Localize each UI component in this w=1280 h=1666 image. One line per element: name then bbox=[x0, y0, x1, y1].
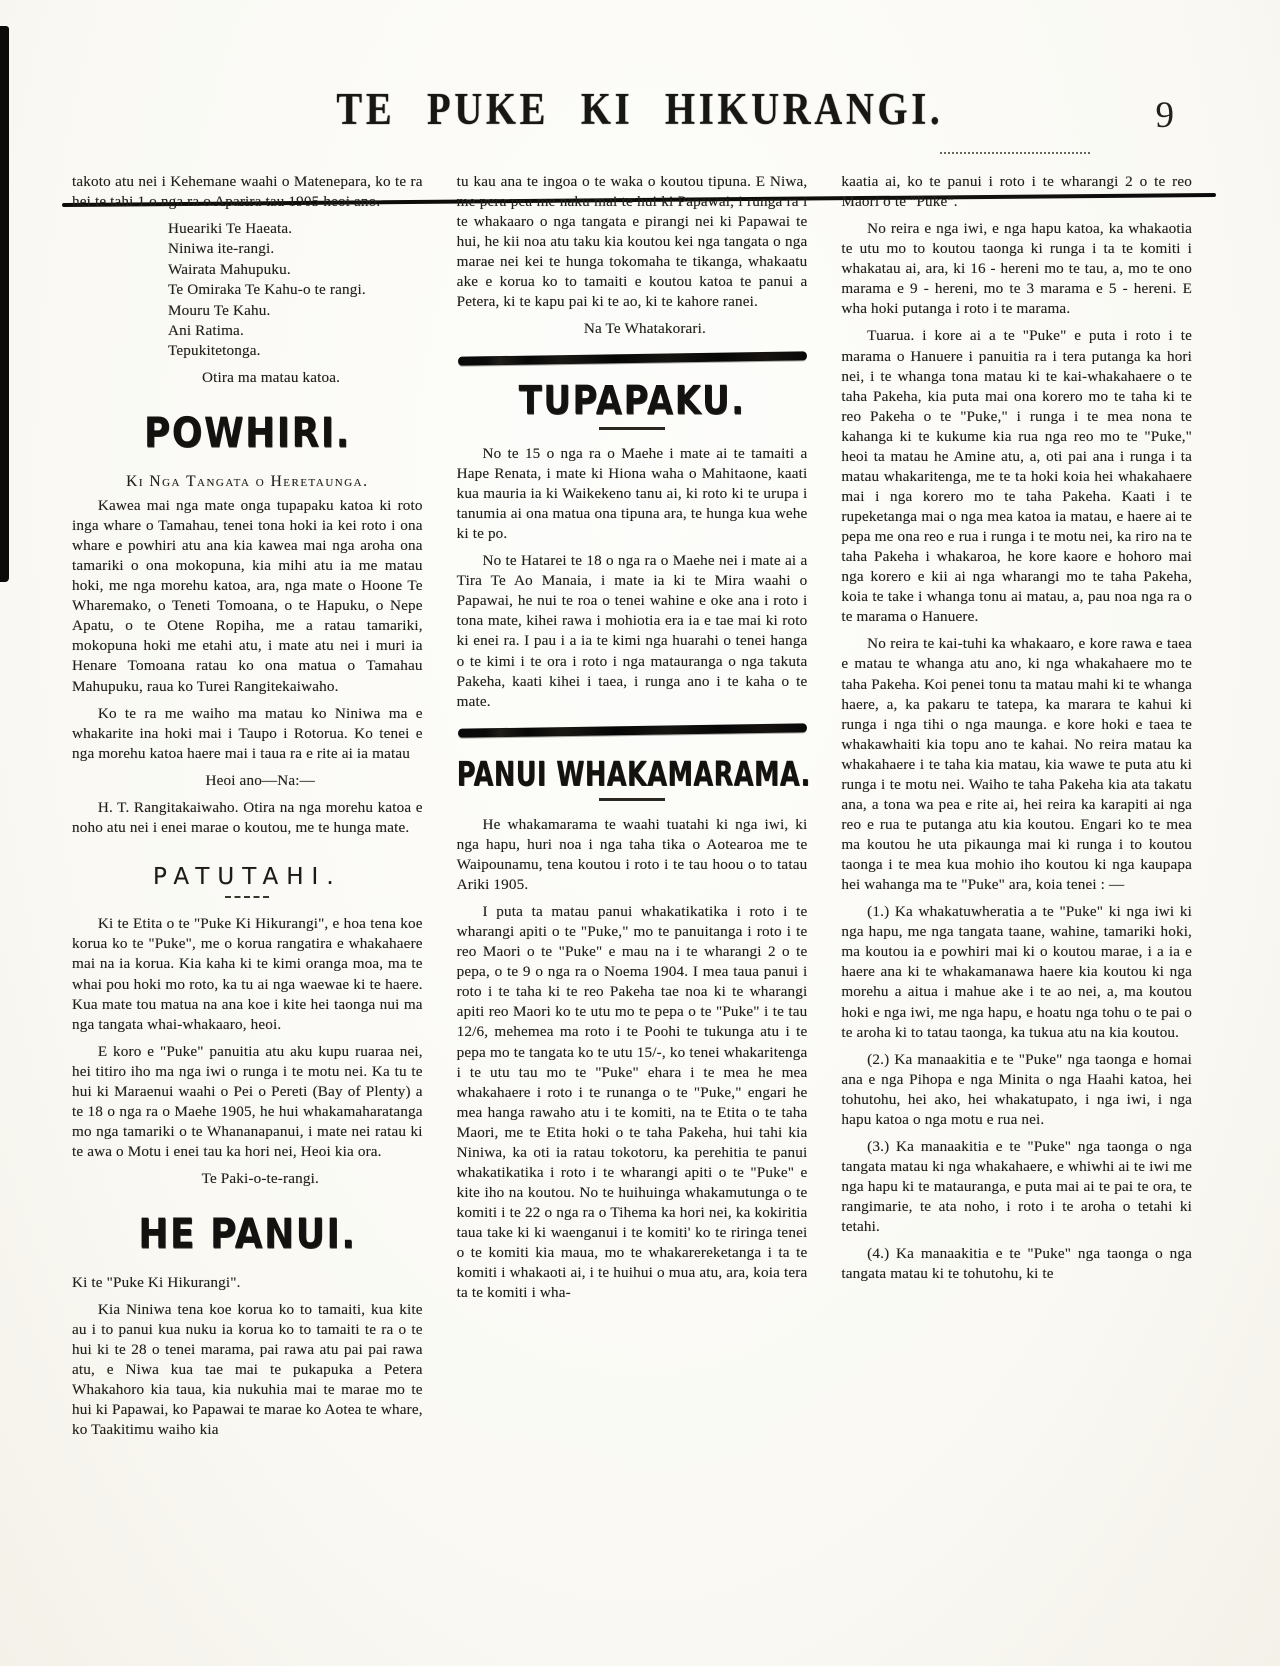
salutation-line: Ki te "Puke Ki Hikurangi". bbox=[72, 1273, 241, 1291]
numbered-item: (4.) Ka manaakitia e te "Puke" nga taonga o nga tangata matau ki te tohutohu, ki te bbox=[841, 1245, 1193, 1283]
paragraph: He whakamarama te waahi tuatahi ki nga iwi, ki nga hapu, huri noa i nga taha tika o Aotearoa me te Waipounamu, tena koutou i roto i te tau hoou o to tatau Ariki 1905. bbox=[456, 815, 808, 894]
section-heading-tupapaku: TUPAPAKU. bbox=[518, 377, 746, 424]
paragraph-continuation: kaatia ai, ko te panui i roto i te wharangi 2 o te reo Maori o te "Puke". bbox=[841, 173, 1193, 211]
signatory-name: Tepukitetonga. bbox=[168, 342, 261, 360]
paragraph: No te 15 o nga ra o Maehe i mate ai te tamaiti a Hape Renata, i mate ki Hiona waha o Mahitaone, kaati kua mauria ia ki Waikekeno tanu ai, ki roto ki te urupa i tanumia ai ona matua ona tipuna ara, te hunga kua wehe ki te po. bbox=[456, 444, 808, 543]
section-heading-panui-whakamarama: PANUI WHAKAMARAMA. bbox=[456, 754, 811, 795]
masthead-title: TE PUKE KI HIKURANGI. bbox=[336, 85, 944, 135]
scan-dash-artifact bbox=[940, 152, 1090, 154]
signatory-name: Te Omiraka Te Kahu-o te rangi. bbox=[168, 281, 366, 299]
section-heading-he-panui: HE PANUI. bbox=[138, 1211, 357, 1259]
sign-off-line: Heoi ano—Na:— bbox=[205, 771, 315, 789]
paragraph: Ko te ra me waiho ma matau ko Niniwa ma e whakarite ina hoki mai i Taupo i Rotorua. Ko tenei e nga morehu katoa haere mai i taua ra e rite ai ia matau bbox=[72, 704, 423, 762]
paragraph: Kia Niniwa tena koe korua ko to tamaiti, kua kite au i to panui kua nuku ia korua ko to tamaiti te ra o te hui ki te 28 o tenei marama, pai rawa atu pai pai rawa atu, e Niwa kua tae mai te pukapuka a Petera Whakahoro kia taua, kia nukuhia mai te marae mo te hui ki Papawai, ko Papawai te marae ko Aotea te whare, ko Taakitimu waiho kia bbox=[72, 1300, 423, 1439]
heading-rule bbox=[599, 427, 665, 430]
column-2 bbox=[456, 172, 811, 1442]
column-container bbox=[72, 172, 1192, 1442]
masthead bbox=[0, 86, 1280, 134]
column-3 bbox=[841, 172, 1192, 1442]
paragraph: E koro e "Puke" panuitia atu aku kupu ruaraa nei, hei titiro iho ma nga iwi o runga i te motu nei. Ka tu te hui ki Maraenui waahi o Pei o Pereti (Bay of Plenty) a te 18 o nga ra o Maehe 1905, he hui whakamaharatanga mo nga tamariki o te Whananapanui, i mate nei ratau ki te awa o Motu i enei tau ka hori nei, Heoi kia ora. bbox=[72, 1042, 423, 1161]
heading-rule bbox=[225, 896, 269, 898]
signatory-name: Niniwa ite-rangi. bbox=[168, 240, 275, 258]
paragraph: H. T. Rangitakaiwaho. Otira na nga morehu katoa e noho atu nei i enei marae o koutou, me te hunga mate. bbox=[72, 798, 423, 836]
numbered-item: (1.) Ka whakatuwheratia a te "Puke" ki nga iwi ki nga hapu, me nga tangata taane, wahine, tamariki hoki, ma koutou ia e powhiri mai ki o koutou marae, i a ia e haere ana ki te whakamanawa haere kia koutou ki nga morehu a aitua i mahue ake i te ao nei, a, ma koutou hoki e nga iwi, me nga hapu, e hoatu nga tohu o te pai o te aroha ki to tatau taonga, ka tukua atu na kia koutou. bbox=[841, 903, 1193, 1041]
section-subheading: Ki Nga Tangata o Heretaunga. bbox=[126, 472, 369, 490]
signatory-name: Wairata Mahupuku. bbox=[168, 260, 291, 278]
numbered-item: (3.) Ka manaakitia e te "Puke" nga taonga o nga tangata matau ki nga whakahaere, e whiwhi ai te iwi me nga hapu ki te matauranga, e puta mai ai te pai te ora, te rangimarie, te ata noho, i roto i te aroha o tetahi ki tetahi. bbox=[841, 1137, 1193, 1236]
ornamental-divider bbox=[458, 723, 807, 737]
signature: Na Te Whatakorari. bbox=[583, 320, 706, 338]
numbered-item: (2.) Ka manaakitia e te "Puke" nga taonga e homai ana e nga Pihopa e nga Minita o nga Haahi katoa, hei tohutohu, hei ako, hei whakatupato, i nga iwi, i nga hapu katoa o nga motu e rua nei. bbox=[841, 1050, 1193, 1128]
paragraph-continuation: tu kau ana te ingoa o te waka o koutou tipuna. E Niwa, me pera pea me naku mai te hui ki Papawai, i runga ra i te whakaaro o nga tangata e pirangi nei ki Papawai te hui, he kii noa atu taku kia koutou kei nga tangata o nga marae nei kei te hunga tokomaha te tikanga, whakaatu ake e korua ko to tamaiti e koutou katoa te panui a Petera, ki te kapu pai ki te ao, ki te kahore ranei. bbox=[456, 173, 808, 311]
signatory-name: Hueariki Te Haeata. bbox=[168, 220, 293, 238]
signatory-footer: Otira ma matau katoa. bbox=[202, 368, 341, 386]
signatory-name-list bbox=[168, 219, 423, 362]
paragraph: Kawea mai nga mate onga tupapaku katoa ki roto inga whare o Tamahau, tenei tona hoki ia kei roto i ona whare e powhiri atu ana kia kawea mai nga aroha ona tamariki o ona mokopuna, kia mihi atu ia me matau hoki, me nga morehu katoa, ara, nga mate o Hoone Te Wharemako, o Teneti Tomoana, o te Hapuku, o Nepe Apatu, o te Otene Ropiha, me a ratau tamariki, mokopuna hoki me etahi atu, i mate atu nei i muri ia Henare Tomoana ratau ko ona matua o Tamahau Mahupuku, raua ko Turei Rangitekaiwaho. bbox=[72, 496, 423, 695]
paragraph: Tuarua. i kore ai a te "Puke" e puta i roto i te marama o Hanuere i panuitia ra i tera putanga ka hori nei, i te whanga tona matau ki te kai-whakahaere o te taha Pakeha, kia puta mai ona korero mo te taha ki te reo Pakeha o te "Puke," i runga i te mea nona te kahanga ki te kukume kia rua nga reo mo te "Puke," heoi ta matau he Amine atu, a, oti pai ana i runga i ta matau whakaritenga, me te ta hoki koia hei whakahaere mai i nga korero mo te taha Pakeha. Kaati i te rupeketanga mai o nga mea katoa ia matau, e haere ai te pepa me ona reo e rua i runga i te motu nei, ka riro na te taha Pakeha i whakaroa, he kore kaore e hohoro mai nga korero e kii ai nga wharangi mo te taha Pakeha, koia te take i whanga tonu ai matau, a, pau noa nga ra o te marama o Hanuere. bbox=[841, 327, 1193, 626]
paragraph: No reira te kai-tuhi ka whakaaro, e kore rawa e taea e matau te whanga atu ano, ki nga whakahaere mo te taha Pakeha. Koi penei tonu ta matau mahi ki te whanga haere, a, ka pakaru te tatepa, ka marara te kahui ki runga i nga tihi o nga maunga. e kore hoki e taea te whakawhaiti kia topu ano te kahai. No reira matau ka whakahaere i te taha kia matau, kia wawe te puta atu ki runga i te motu nei. Waiho te taha Pakeha kia ata takatu ana, a tona wa pea e rite ai, hei reira ka karapiti ai nga reo e rua te putanga atu kia koutou. Engari ko te mea ma koutou he uta pikaunga mai ki runga i to koutou taonga i te mea kua mohio iho koutou ki nga kaupapa hei wahanga ma te "Puke" ara, koia tenei : — bbox=[841, 635, 1193, 894]
signature: Te Paki-o-te-rangi. bbox=[201, 1170, 319, 1188]
signatory-name: Ani Ratima. bbox=[168, 321, 244, 339]
heading-rule bbox=[599, 798, 665, 801]
paragraph: No reira e nga iwi, e nga hapu katoa, ka whakaotia te utu mo to koutou taonga ki runga i ta te komiti i whakatau ai, ara, ki 16 - hereni mo te tau, a, mo te ono marama e 9 - hereni, mo te 3 marama e 5 - hereni. E wha hoki putanga i roto i te marama. bbox=[841, 220, 1193, 318]
ornamental-divider bbox=[458, 351, 807, 365]
paragraph-continuation: takoto atu nei i Kehemane waahi o Matenepara, ko te ra hei te tahi 1 o nga ra o Aparira tau 1905 heoi ano. bbox=[72, 173, 423, 211]
paragraph: I puta ta matau panui whakatikatika i roto i te wharangi apiti o te "Puke," mo te panuitanga i roto i te reo Maori o te "Puke" e mau na i te wharangi 2 o te pepa, o te 9 o nga ra o Noema 1904. I mea taua panui i roto i te taha ki te reo Pakeha tae noa ki te wharangi apiti reo Maori ko te utu mo te pepa o te "Puke" i te tau 12/6, mehemea ma roto i te Poohi te tukunga atu i te pepa mo te tangata ko te utu 15/-, ko tenei whakaritenga i te utu tau mo te "Puke" ehara i te mea he mea whakahaere i roto i te runanga o te "Puke," engari he mea hanga rawaho atu i te komiti, na te Etita o te taha Maori, me te Etita hoki o te taha Pakeha, hui tahi kia Niniwa, ka oti ia ratau tokotoru, ka perehitia te panui whakatikatika i roto i te wharangi apiti o te "Puke" e kite iho na koutou. No te huihuinga whakamutunga o te komiti i te 22 o nga ra o Tihema ka hori nei, ka kokiritia taua take ki ki waenganui i te komiti' ko te riringa tenei o te komiti kia maua, mo te whakarereketanga i ta te komiti i whakaoti ai, i te huihui o mua atu, ara, koia tera ta te komiti i wha- bbox=[456, 903, 808, 1302]
column-1 bbox=[72, 172, 423, 1442]
paragraph: Ki te Etita o te "Puke Ki Hikurangi", e hoa tena koe korua ko te "Puke", me o korua rangatira e whakahaere mai na ia korua. Kia kaha ki te kimi oranga moa, ma te whai pou hoki mo roto, ka tu ai nga waewae ki te haere. Kua mate tou matua na ana koe i kite hei taonga nui ma nga tangata whai-whakaaro, heoi. bbox=[72, 915, 423, 1033]
paragraph: No te Hatarei te 18 o nga ra o Maehe nei i mate ai a Tira Te Ao Manaia, i mate ia ki te Mira waahi o Papawai, he nui te roa o tenei wahine e oke ana i roto i tona mate, kihei rawa i mohiotia era ia e tae mai ki roto ki enei ra. I pau i a ia te kimi nga huarahi o tenei hanga o te kimi i te ora i roto i nga matauranga o nga takuta Pakeha, kaati kihei i taea, i runga ano i te kaha o te mate. bbox=[456, 552, 808, 710]
page-number: 9 bbox=[1155, 95, 1174, 136]
signatory-name: Mouru Te Kahu. bbox=[168, 301, 271, 319]
section-heading-patutahi: PATUTAHI. bbox=[153, 863, 342, 890]
section-heading-powhiri: POWHIRI. bbox=[143, 409, 351, 458]
